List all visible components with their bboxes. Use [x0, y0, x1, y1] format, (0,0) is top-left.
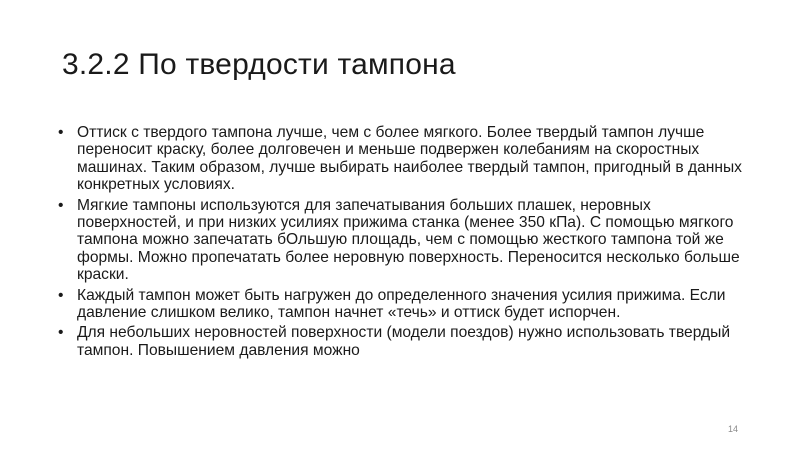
bullet-icon: •: [58, 124, 64, 141]
bullet-item-small-irregularities: [58, 324, 748, 359]
bullet-icon: •: [58, 324, 64, 342]
slide-title: 3.2.2 По твердости тампона: [62, 48, 456, 81]
bullet-item-pressure-limit: [58, 287, 748, 322]
slide-number: 14: [727, 424, 738, 434]
bullet-text: Каждый тампон может быть нагружен до определенного значения усилия прижима. Если давление слишком велико, тампон начнет «течь» и оттиск будет испорчен.: [77, 286, 726, 322]
bullet-icon: •: [58, 286, 64, 304]
bullet-list: [58, 124, 748, 362]
bullet-item-hard-pad: [58, 124, 748, 194]
bullet-text: Мягкие тампоны используются для запечатывания больших плашек, неровных поверхностей, и при низких усилиях прижима станка (менее 350 кПа). С помощью мягкого тампона можно запечатать бОльшую площадь, чем с помощью жесткого тампона той же формы. Можно пропечатать более неровную поверхность. Переносится несколько больше краски.: [77, 196, 740, 284]
bullet-item-soft-pad: [58, 197, 748, 284]
bullet-text: Для небольших неровностей поверхности (модели поездов) нужно использовать твердый тампон. Повышением давления можно: [77, 324, 731, 359]
bullet-icon: •: [58, 196, 64, 214]
bullet-text: Оттиск с твердого тампона лучше, чем с более мягкого. Более твердый тампон лучше переносит краску, более долговечен и меньше подвержен колебаниям на скоростных машинах. Таким образом, лучше выбирать наиболее твердый тампон, пригодный в данных конкретных условиях.: [77, 124, 742, 194]
